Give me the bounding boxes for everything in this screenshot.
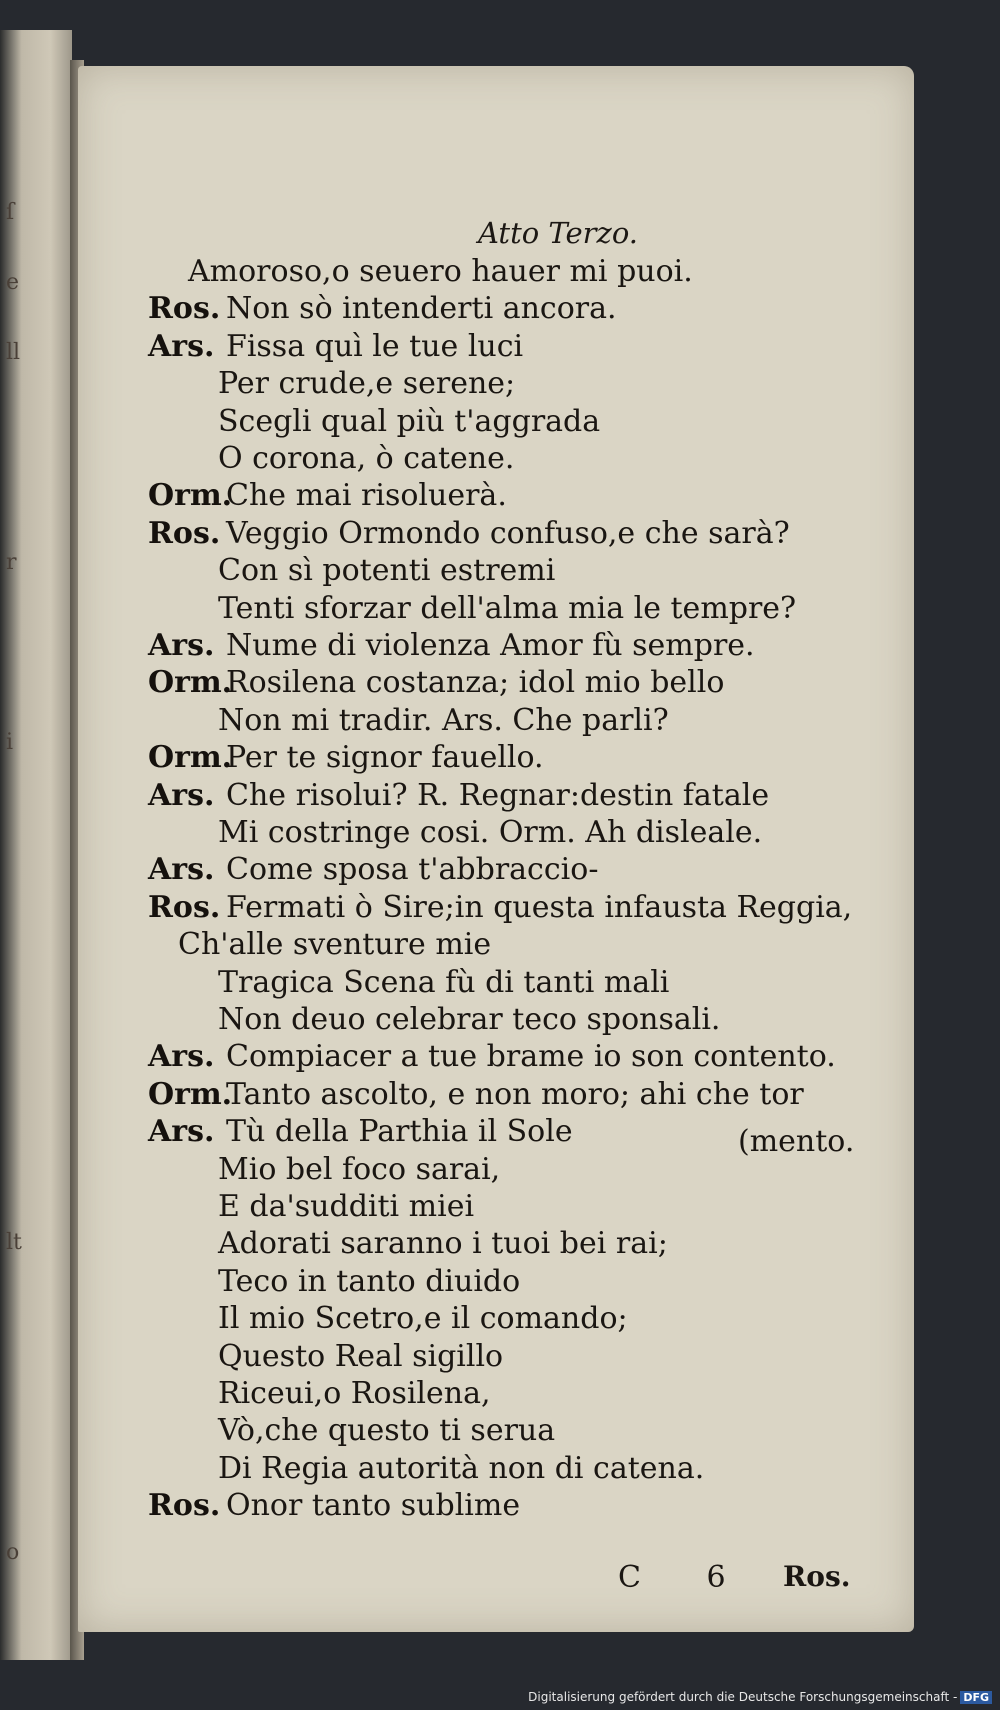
signature-mark: C 6 [618, 1560, 754, 1595]
verse-line: Il mio Scetro,e il comando; [218, 1301, 628, 1336]
verse-line: Tenti sforzar dell'alma mia le tempre? [218, 591, 797, 626]
speaker-label: Ars. [148, 1039, 215, 1074]
turnover-word: (mento. [738, 1124, 855, 1159]
verse-line: Che risolui? R. Regnar:destin fatale [226, 778, 770, 813]
verse-line: Tanto ascolto, e non moro; ahi che tor [226, 1077, 804, 1112]
speaker-label: Ros. [148, 291, 221, 326]
running-head: Atto Terzo. [478, 216, 638, 250]
verse-line: Scegli qual più t'aggrada [218, 404, 601, 439]
verse-line: Non deuo celebrar teco sponsali. [218, 1002, 721, 1037]
dfg-logo: DFG [960, 1691, 992, 1704]
verse-line: Vò,che questo ti serua [218, 1413, 556, 1448]
verse-line: Per crude,e serene; [218, 366, 516, 401]
verse-line: Fissa quì le tue luci [226, 329, 524, 364]
verse-line: Amoroso,o seuero hauer mi puoi. [188, 254, 693, 289]
verse-line: Tù della Parthia il Sole [226, 1114, 573, 1149]
speaker-label: Orm. [148, 1077, 233, 1112]
verse-line: Fermati ò Sire;in questa infausta Reggia, [226, 890, 853, 925]
verse-line: E da'sudditi miei [218, 1189, 475, 1224]
speaker-label: Orm. [148, 665, 233, 700]
speaker-label: Ars. [148, 329, 215, 364]
verse-line: Che mai risoluerà. [226, 478, 507, 513]
credit-text: Digitalisierung gefördert durch die Deutsche Forschungsgemeinschaft - [528, 1690, 958, 1704]
verse-line: Mio bel foco sarai, [218, 1152, 501, 1187]
verse-line: Questo Real sigillo [218, 1339, 504, 1374]
verse-line: Non mi tradir. Ars. Che parli? [218, 703, 669, 738]
speaker-label: Ars. [148, 1114, 215, 1149]
catchword: Ros. [783, 1560, 851, 1593]
verse-line: Onor tanto sublime [226, 1488, 521, 1523]
verse-line: Compiacer a tue brame io son contento. [226, 1039, 836, 1074]
verse-line: O corona, ò catene. [218, 441, 515, 476]
verse-line: Per te signor fauello. [226, 740, 544, 775]
speaker-label: Ars. [148, 778, 215, 813]
verse-line: Non sò intenderti ancora. [226, 291, 617, 326]
verse-line: Nume di violenza Amor fù sempre. [226, 628, 755, 663]
verse-line: Tragica Scena fù di tanti mali [218, 965, 670, 1000]
verse-line: Rosilena costanza; idol mio bello [226, 665, 725, 700]
speaker-label: Ros. [148, 1488, 221, 1523]
verse-line: Veggio Ormondo confuso,e che sarà? [226, 516, 790, 551]
facing-page-edge: ſ e ll r i lt o [0, 30, 72, 1660]
speaker-label: Orm. [148, 740, 233, 775]
speaker-label: Ros. [148, 516, 221, 551]
verse-line: Ch'alle sventure mie [178, 927, 492, 962]
book-page [78, 66, 914, 1632]
speaker-label: Ros. [148, 890, 221, 925]
speaker-label: Ars. [148, 852, 215, 887]
verse-line: Con sì potenti estremi [218, 553, 556, 588]
verse-line: Teco in tanto diuido [218, 1264, 521, 1299]
verse-line: Come sposa t'abbraccio- [226, 852, 599, 887]
speaker-label: Ars. [148, 628, 215, 663]
verse-line: Di Regia autorità non di catena. [218, 1451, 705, 1486]
verse-line: Adorati saranno i tuoi bei rai; [218, 1226, 668, 1261]
verse-line: Riceui,o Rosilena, [218, 1376, 491, 1411]
digitization-credit [528, 1690, 992, 1704]
verse-line: Mi costringe cosi. Orm. Ah disleale. [218, 815, 763, 850]
speaker-label: Orm. [148, 478, 233, 513]
